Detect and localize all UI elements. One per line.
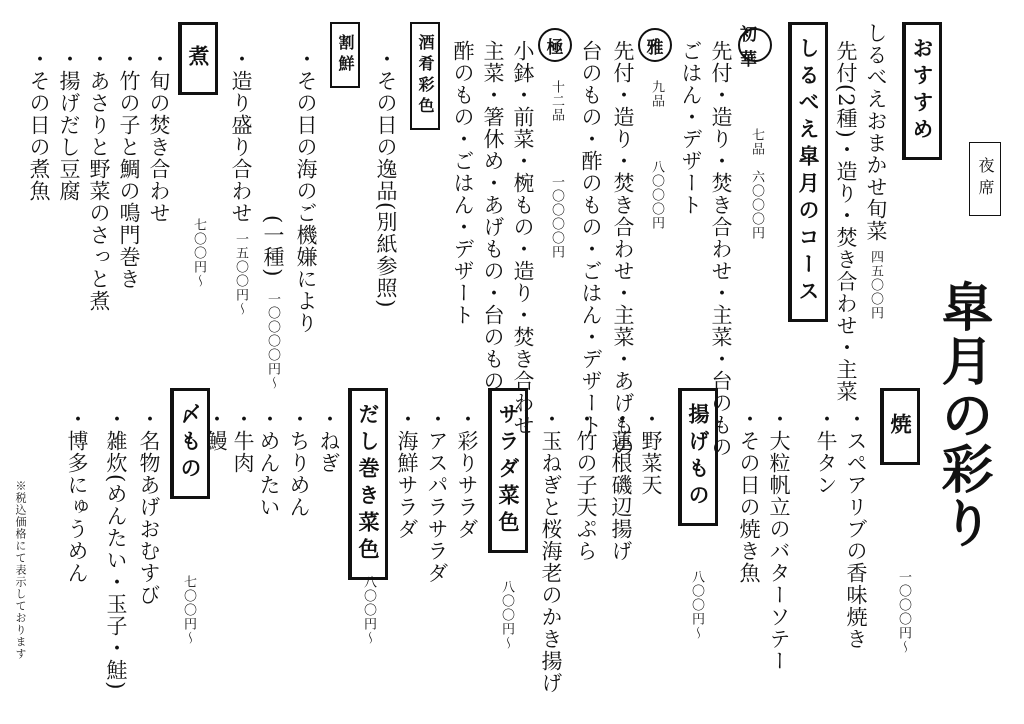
ni-item: ・旬の焚き合わせ bbox=[147, 48, 171, 224]
agemono-item: ・玉ねぎと桜海老のかき揚げ bbox=[539, 408, 563, 694]
agemono-item: ・竹の子天ぷら bbox=[574, 408, 598, 562]
salad-heading: サラダ菜色 bbox=[488, 388, 528, 553]
salad-price: 八〇〇円〜 bbox=[499, 580, 514, 650]
kiwami-line3: 酢のもの・ごはん・デザート bbox=[451, 40, 475, 326]
hatsuhana-line1: 先付・造り・焚き合わせ・主菜・台のもの bbox=[709, 40, 733, 458]
kassen-item: ・その日の海のご機嫌により bbox=[294, 48, 318, 334]
tsukuri-item: ・造り盛り合わせ bbox=[229, 48, 253, 224]
yaki-item: ・その日の焼き魚 bbox=[737, 408, 761, 584]
salad-item: ・海鮮サラダ bbox=[395, 408, 419, 540]
yaki-price: 一〇〇〇円〜 bbox=[896, 570, 911, 654]
dashimaki-item: ・ねぎ bbox=[317, 408, 341, 474]
ni-item: ・あさりと野菜のさっと煮 bbox=[87, 48, 111, 312]
kassen-heading: 割鮮 bbox=[330, 22, 360, 88]
shime-price: 七〇〇円〜 bbox=[181, 575, 196, 645]
kiwami-count: 十二品 bbox=[549, 80, 564, 122]
shuko-item: ・その日の逸品(別紙参照) bbox=[374, 48, 398, 309]
kiwami-price: 一〇〇〇〇円 bbox=[549, 175, 564, 259]
agemono-price: 八〇〇円〜 bbox=[689, 570, 704, 640]
yaki-item: ・牛タン bbox=[814, 408, 838, 496]
miyabi-line2: 台のもの・酢のもの・ごはん・デザート bbox=[579, 40, 603, 436]
tsukuri-price: 一五〇〇円〜 bbox=[233, 232, 248, 316]
salad-item: ・アスパラサラダ bbox=[425, 408, 449, 584]
dashimaki-price: 八〇〇円〜 bbox=[361, 575, 376, 645]
shime-item: ・雑炊(めんたい・玉子・鮭) bbox=[104, 408, 128, 691]
ni-price: 七〇〇円〜 bbox=[191, 218, 206, 288]
dashimaki-item: ・牛肉 bbox=[231, 408, 255, 474]
page-title: 皐月の彩り bbox=[932, 280, 993, 550]
osusume-item-omakase-price: 四五〇〇円 bbox=[868, 250, 883, 320]
miyabi-line1: 先付・造り・焚き合わせ・主菜・あげもの bbox=[611, 40, 635, 458]
course-heading: しるべえ皐月のコース bbox=[788, 22, 828, 322]
ni-heading: 煮 bbox=[178, 22, 218, 95]
yaki-item: ・大粒帆立のバターソテー bbox=[767, 408, 791, 672]
kassen-item-count: (一種) bbox=[261, 215, 285, 278]
hatsuhana-line2: ごはん・デザート bbox=[679, 40, 703, 216]
yaki-heading: 焼 bbox=[880, 388, 920, 465]
osusume-item-omakase-detail: 先付(2種)・造り・焚き合わせ・主菜 bbox=[834, 40, 858, 403]
kiwami-line2: 主菜・箸休め・あげもの・台のもの bbox=[481, 40, 505, 392]
shime-item: ・名物あげおむすび bbox=[137, 408, 161, 606]
miyabi-mark: 雅 bbox=[638, 28, 672, 62]
osusume-item-omakase: しるべえおまかせ旬菜 bbox=[864, 22, 888, 242]
shuko-heading: 酒肴彩色 bbox=[410, 22, 440, 130]
dashimaki-item: ・めんたい bbox=[257, 408, 281, 518]
dashimaki-item: ・ちりめん bbox=[287, 408, 311, 518]
salad-item: ・彩りサラダ bbox=[455, 408, 479, 540]
dashimaki-item: ・鰻 bbox=[204, 408, 228, 452]
yaki-item: ・スペアリブの香味焼き bbox=[844, 408, 868, 650]
miyabi-price: 八〇〇〇円 bbox=[649, 160, 664, 230]
ni-item: ・揚げだし豆腐 bbox=[57, 48, 81, 202]
shime-heading: 〆もの bbox=[170, 388, 210, 499]
kiwami-line1: 小鉢・前菜・椀もの・造り・焚き合わせ bbox=[511, 40, 535, 436]
agemono-item: ・野菜天 bbox=[639, 408, 663, 496]
dashimaki-heading: だし巻き菜色 bbox=[348, 388, 388, 580]
dinner-label: 夜席 bbox=[969, 142, 1001, 216]
shime-item: ・博多にゅうめん bbox=[65, 408, 89, 584]
agemono-item: ・蓮根磯辺揚げ bbox=[609, 408, 633, 562]
ni-item: ・その日の煮魚 bbox=[27, 48, 51, 202]
tax-note: ※税込価格にて表示しております bbox=[14, 480, 27, 660]
ni-item: ・竹の子と鯛の鳴門巻き bbox=[117, 48, 141, 290]
hatsuhana-price: 六〇〇〇円 bbox=[749, 170, 764, 240]
kiwami-mark: 極 bbox=[538, 28, 572, 62]
miyabi-count: 九品 bbox=[649, 80, 664, 108]
hatsuhana-count: 七品 bbox=[749, 128, 764, 156]
kassen-price: 一〇〇〇〇円〜 bbox=[265, 292, 280, 390]
agemono-heading: 揚げもの bbox=[678, 388, 718, 526]
osusume-heading: おすすめ bbox=[902, 22, 942, 160]
hatsuhana-mark: 初華 bbox=[738, 28, 772, 62]
